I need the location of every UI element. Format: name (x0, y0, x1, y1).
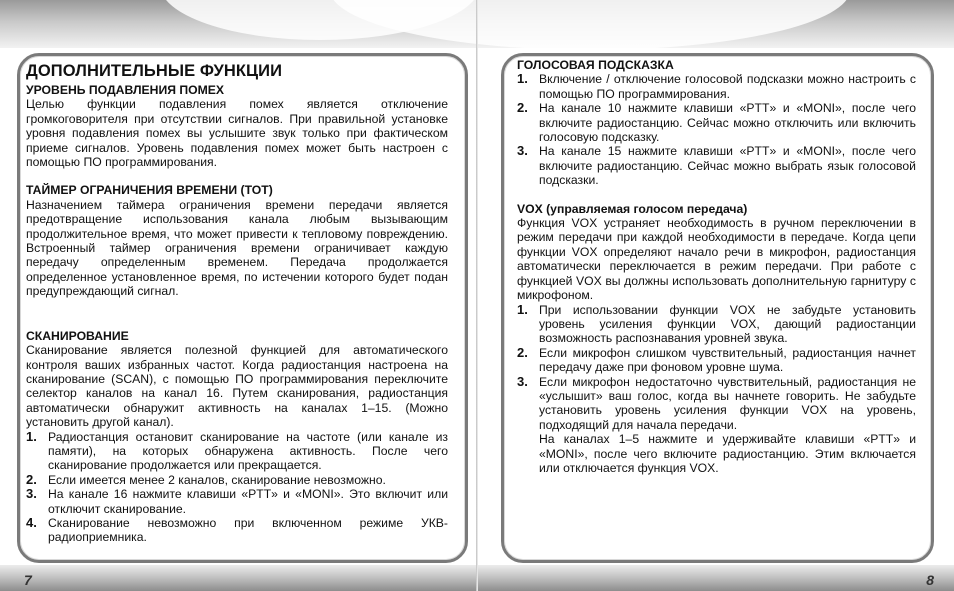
list-item-text: На канале 15 нажмите клавиши «PTT» и «MONI», после чего включите радиостанцию. Сейчас можно выбрать язык голосовой подсказки. (539, 144, 916, 188)
voice-prompt-heading: ГОЛОСОВАЯ ПОДСКАЗКА (517, 58, 674, 72)
list-item (26, 473, 448, 487)
scan-heading: СКАНИРОВАНИЕ (26, 328, 129, 343)
vox-text: Функция VOX устраняет необходимость в ручном переключении в режим передачи при каждой необходимости в передаче. Когда цепи функции VOX определяют начало речи в микрофон, радиостанция автоматически переключается в режим передачи. При работе с функцией VOX вы должны использовать дополнительную гарнитуру с микрофоном. (517, 216, 916, 303)
list-item (517, 375, 916, 433)
list-item-text: Если микрофон недостаточно чувствительный, радиостанция не «услышит» ваш голос, когда вы начнете говорить. Не забудьте установить уровень усиления функции VOX на уровень, подходящий для начала передачи. (539, 374, 916, 432)
squelch-heading: УРОВЕНЬ ПОДАВЛЕНИЯ ПОМЕХ (26, 83, 225, 97)
list-item-number: 1. (26, 428, 37, 444)
page-title: ДОПОЛНИТЕЛЬНЫЕ ФУНКЦИИ (26, 62, 283, 80)
list-item-number: 1. (517, 71, 528, 87)
list-item-text: На канале 16 нажмите клавиши «PTT» и «MONI». Это включит или отключит сканирование. (48, 487, 448, 516)
squelch-text: Целью функции подавления помех является отключение громкоговорителя при отсутствии сигналов. При правильной установке уровня подавления помех вы услышите звук только при фактическом приеме сигналов. Уровень подавления помех может быть настроен с помощью ПО программирования. (26, 97, 448, 170)
list-item-number: 2. (517, 344, 528, 360)
scan-list (26, 430, 448, 545)
list-item (517, 432, 916, 475)
vox-heading: VOX (управляемая голосом передача) (517, 201, 748, 216)
list-item-number: 4. (26, 514, 37, 530)
page-number-right: 8 (926, 572, 934, 588)
vox-note: На каналах 1–5 нажмите и удерживайте клавиши «PTT» и «MONI», после чего включите радиостанцию. Этим включается или отключается функция VOX. (539, 432, 916, 475)
list-item (517, 144, 916, 187)
list-item-number: 3. (26, 486, 37, 502)
list-item (517, 346, 916, 375)
list-item-number: 3. (517, 143, 528, 159)
vox-list (517, 303, 916, 476)
voice-prompt-list (517, 72, 916, 187)
list-item-text: Если имеется менее 2 каналов, сканирование невозможно. (48, 472, 386, 487)
page-number-left: 7 (24, 572, 32, 588)
list-item-text: Сканирование невозможно при включенном режиме УКВ-радиоприемника. (48, 515, 448, 545)
tot-text: Назначением таймера ограничения времени передачи является предотвращение использования канала любым вызывающим продолжительное время, что может привести к тепловому повреждению. Встроенный таймер ограничения времени ограничивает каждую передачу определенным временем. Передача продолжается определенное установленное время, по истечении которого будет подан предупреждающий сигнал. (26, 197, 448, 299)
list-item-number: 2. (26, 471, 37, 487)
list-item (26, 430, 448, 473)
list-item-number: 2. (517, 100, 528, 116)
list-item-number: 1. (517, 301, 528, 317)
list-item-text: Радиостанция остановит сканирование на частоте (или канале из памяти), на которых обнаружена активность. После чего сканирование продолжается или прекращается. (48, 429, 448, 473)
left-page-content (26, 61, 448, 545)
list-item-text: При использовании функции VOX не забудьте установить уровень усиления функции VOX, дающий радиостанции возможность распознавания уровней звука. (539, 302, 916, 346)
right-page-content (517, 58, 916, 475)
tot-heading: ТАЙМЕР ОГРАНИЧЕНИЯ ВРЕМЕНИ (TOT) (26, 183, 273, 198)
list-item-text: На канале 10 нажмите клавиши «PTT» и «MONI», после чего включите радиостанцию. Сейчас можно отключить или включить голосовую подсказку. (539, 101, 916, 145)
list-item (517, 303, 916, 346)
list-item-text: Если микрофон слишком чувствительный, радиостанция начнет передачу даже при фоновом уровне шума. (539, 345, 916, 375)
list-item (26, 516, 448, 545)
list-item (517, 72, 916, 101)
list-item (517, 101, 916, 144)
list-item (26, 487, 448, 516)
list-item-number: 3. (517, 373, 528, 389)
list-item-text: Включение / отключение голосовой подсказки можно настроить с помощью ПО программирования. (539, 72, 916, 101)
page-spine (476, 0, 478, 591)
scan-text: Сканирование является полезной функцией для автоматического контроля ваших избранных частот. Когда радиостанция настроена на сканирование (SCAN), с помощью ПО программирования переключите селектор каналов на канал 16. Путем сканирования, радиостанция автоматически обнаружит активность на каналах 1–15. (Можно установить другой канал). (26, 343, 448, 430)
